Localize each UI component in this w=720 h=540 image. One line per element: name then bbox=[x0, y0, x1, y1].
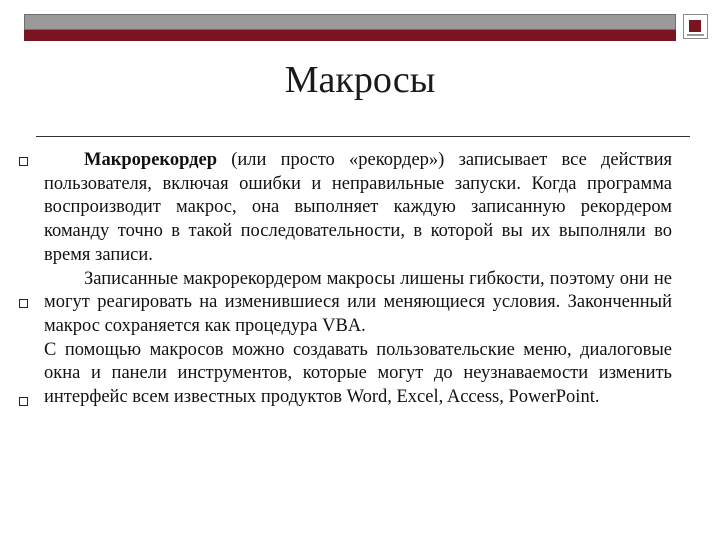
title-divider bbox=[36, 136, 690, 137]
corner-decoration bbox=[683, 14, 708, 39]
header-red-bar bbox=[24, 30, 676, 41]
bullet-icon-3 bbox=[19, 397, 28, 406]
paragraph-2-text: Записанные макрорекордером макросы лишены гибкости, поэтому они не могут реагировать на изменившиеся или меняющиеся условия. Законченный макрос сохраняется как процедура VBA. bbox=[44, 268, 672, 336]
paragraph-1 bbox=[44, 149, 672, 268]
paragraph-1-term: Макрорекордер bbox=[84, 150, 217, 170]
corner-line bbox=[687, 34, 704, 36]
paragraph-3 bbox=[44, 339, 672, 410]
header-gray-bar bbox=[24, 14, 676, 30]
slide-title: Макросы bbox=[284, 59, 436, 101]
paragraph-1-text: (или просто «рекордер») записывает все действия пользователя, включая ошибки и неправильные запуски. Когда программа воспроизводит макрос, она выполняет каждую записанную рекордером команду точно в такой последовательности, в которой вы их выполняли во время записи. bbox=[44, 150, 672, 265]
bullet-icon-2 bbox=[19, 299, 28, 308]
paragraph-3-text: С помощью макросов можно создавать пользовательские меню, диалоговые окна и панели инструментов, которые могут до неузнаваемости изменить интерфейс всем известных продуктов Word, Excel, Access, PowerPoint. bbox=[44, 339, 672, 408]
bullet-icon-1 bbox=[19, 157, 28, 166]
paragraph-2 bbox=[44, 268, 672, 339]
slide-content bbox=[44, 149, 672, 410]
corner-square-icon bbox=[689, 20, 701, 32]
